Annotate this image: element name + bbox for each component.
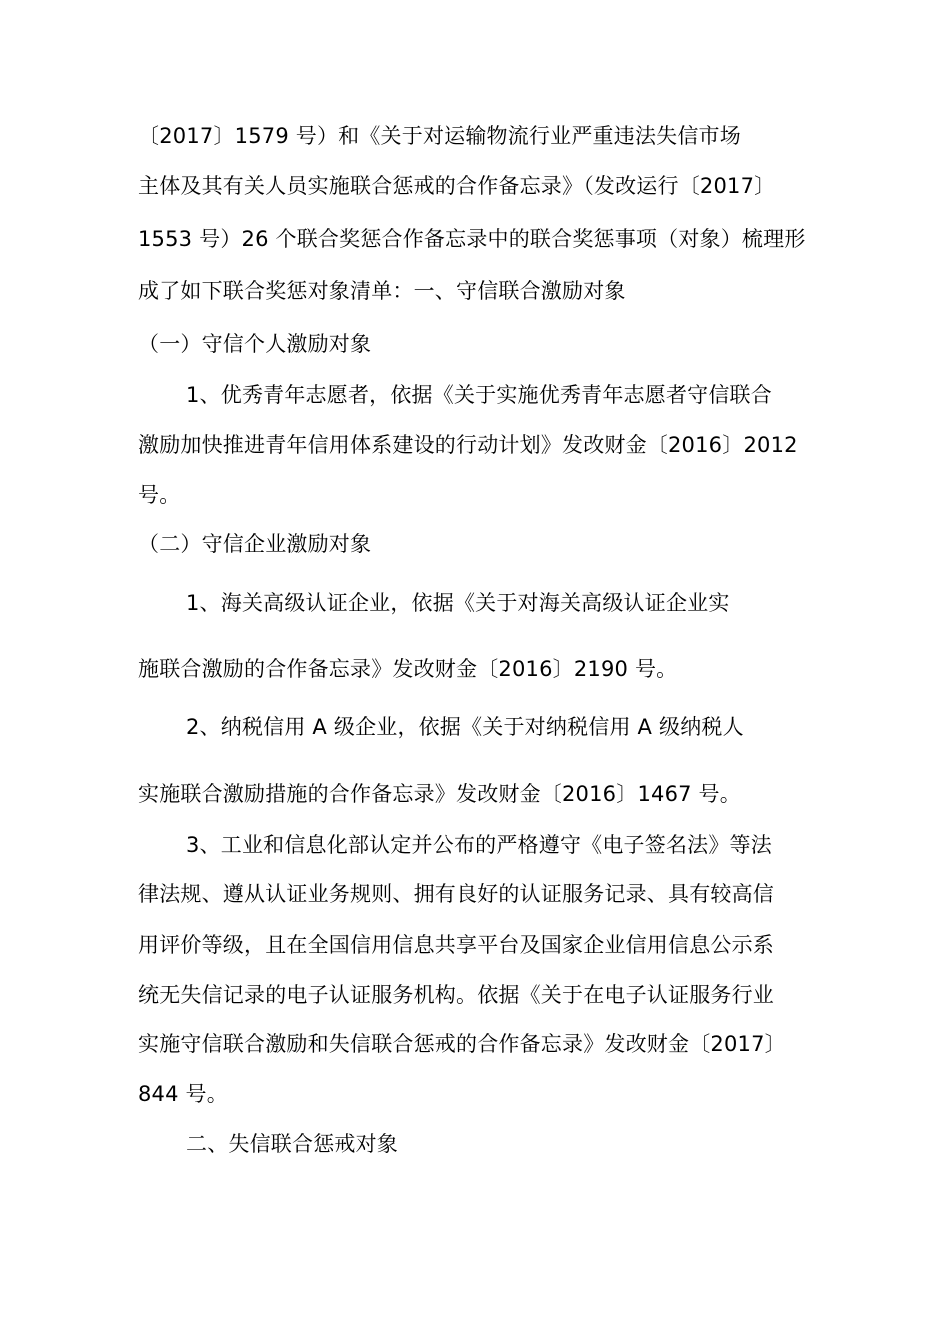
text-line-8: 号。 bbox=[138, 483, 181, 507]
text-line-3: 1553 号）26 个联合奖惩合作备忘录中的联合奖惩事项（对象）梳理形 bbox=[138, 227, 806, 251]
text-line-12: 2、纳税信用 A 级企业，依据《关于对纳税信用 A 级纳税人 bbox=[186, 715, 744, 739]
text-line-10: 1、海关高级认证企业，依据《关于对海关高级认证企业实 bbox=[186, 591, 730, 615]
text-line-2: 主体及其有关人员实施联合惩戒的合作备忘录》（发改运行〔2017〕 bbox=[138, 174, 776, 198]
text-line-19: 844 号。 bbox=[138, 1082, 228, 1106]
text-line-7: 激励加快推进青年信用体系建设的行动计划》发改财金〔2016〕2012 bbox=[138, 433, 798, 457]
text-line-14: 3、工业和信息化部认定并公布的严格遵守《电子签名法》等法 bbox=[186, 833, 772, 857]
section-heading-personal: （一）守信个人激励对象 bbox=[138, 332, 372, 356]
section-heading-discipline: 二、失信联合惩戒对象 bbox=[186, 1132, 398, 1156]
text-line-18: 实施守信联合激励和失信联合惩戒的合作备忘录》发改财金〔2017〕 bbox=[138, 1032, 786, 1056]
text-line-13: 实施联合激励措施的合作备忘录》发改财金〔2016〕1467 号。 bbox=[138, 782, 741, 806]
text-line-17: 统无失信记录的电子认证服务机构。依据《关于在电子认证服务行业 bbox=[138, 983, 774, 1007]
text-line-6: 1、优秀青年志愿者，依据《关于实施优秀青年志愿者守信联合 bbox=[186, 383, 772, 407]
text-line-1: 〔2017〕1579 号）和《关于对运输物流行业严重违法失信市场 bbox=[138, 124, 741, 148]
text-line-4: 成了如下联合奖惩对象清单：一、守信联合激励对象 bbox=[138, 279, 626, 303]
text-line-16: 用评价等级，且在全国信用信息共享平台及国家企业信用信息公示系 bbox=[138, 933, 774, 957]
text-line-15: 律法规、遵从认证业务规则、拥有良好的认证服务记录、具有较高信 bbox=[138, 882, 774, 906]
text-line-11: 施联合激励的合作备忘录》发改财金〔2016〕2190 号。 bbox=[138, 657, 678, 681]
section-heading-enterprise: （二）守信企业激励对象 bbox=[138, 532, 372, 556]
